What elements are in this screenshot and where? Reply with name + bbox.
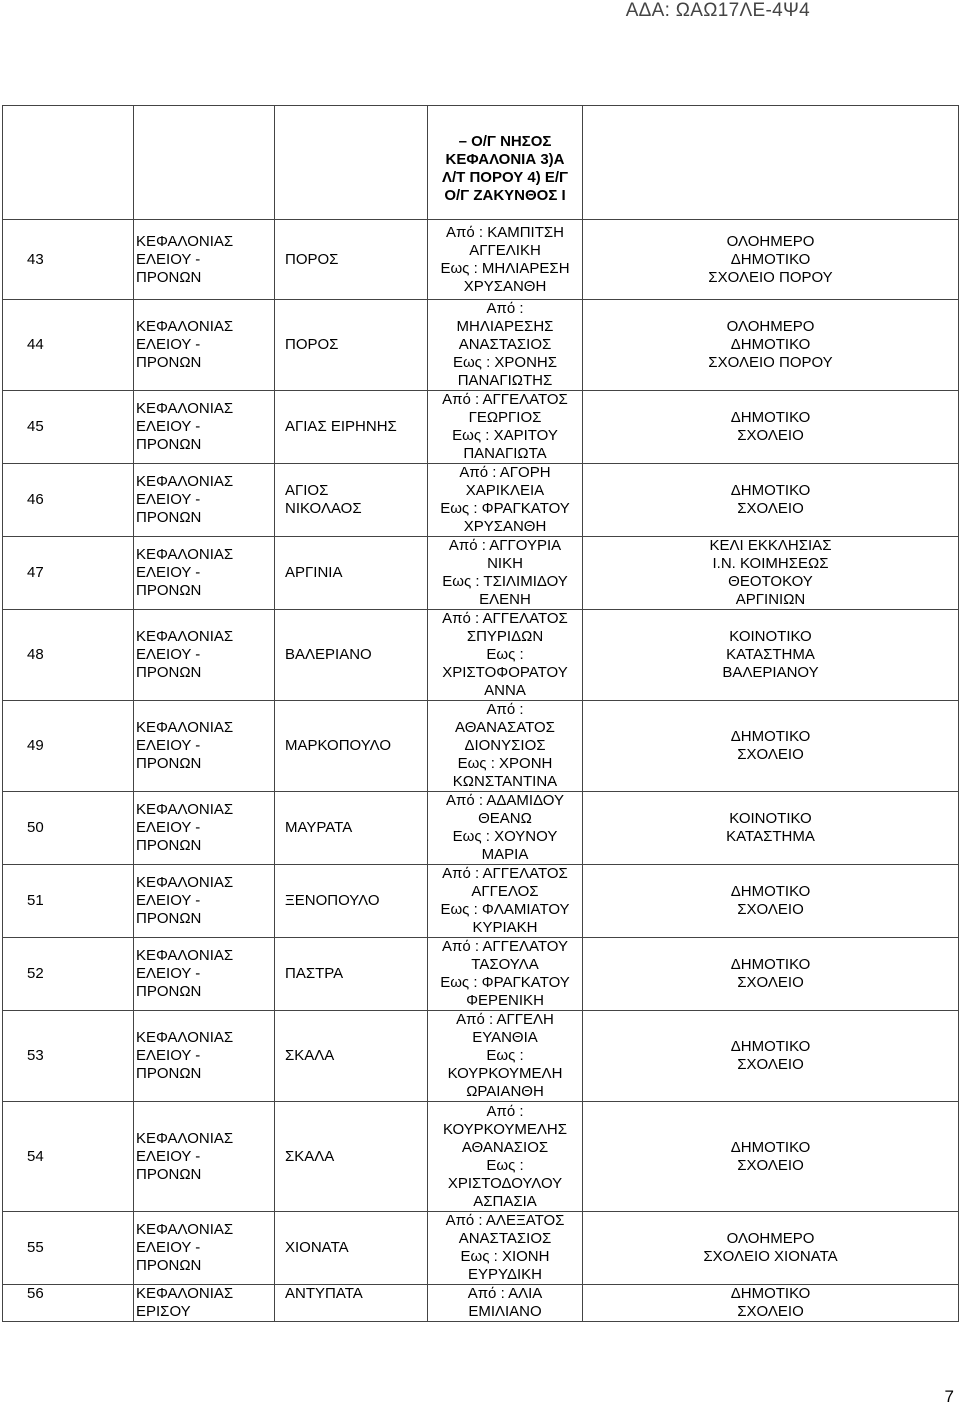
polling-station-cell: ΟΛΟΗΜΕΡΟ ΔΗΜΟΤΙΚΟ ΣΧΟΛΕΙΟ ΠΟΡΟΥ bbox=[583, 300, 959, 391]
table-row bbox=[3, 1285, 959, 1322]
table-header-row bbox=[3, 106, 959, 220]
region-cell: ΚΕΦΑΛΟΝΙΑΣ ΕΛΕΙΟΥ - ΠΡΟΝΩΝ bbox=[134, 1102, 275, 1212]
table-row bbox=[3, 300, 959, 391]
row-number: 44 bbox=[3, 300, 134, 391]
table-row bbox=[3, 1102, 959, 1212]
voter-range-cell: Από : ΜΗΛΙΑΡΕΣΗΣ ΑΝΑΣΤΑΣΙΟΣ Εως : ΧΡΟΝΗΣ ΠΑΝΑΓΙΩΤΗΣ bbox=[428, 300, 583, 391]
region-cell: ΚΕΦΑΛΟΝΙΑΣ ΕΛΕΙΟΥ - ΠΡΟΝΩΝ bbox=[134, 464, 275, 537]
voter-range-cell: Από : ΑΔΑΜΙΔΟΥ ΘΕΑΝΩ Εως : ΧΟΥΝΟΥ ΜΑΡΙΑ bbox=[428, 792, 583, 865]
row-number: 55 bbox=[3, 1212, 134, 1285]
place-cell: ΑΡΓΙΝΙΑ bbox=[275, 537, 428, 610]
row-number: 43 bbox=[3, 220, 134, 300]
place-cell: ΒΑΛΕΡΙΑΝΟ bbox=[275, 610, 428, 701]
place-cell: ΧΙΟΝΑΤΑ bbox=[275, 1212, 428, 1285]
table-row bbox=[3, 537, 959, 610]
place-cell: ΜΑΥΡΑΤΑ bbox=[275, 792, 428, 865]
place-cell: ΠΟΡΟΣ bbox=[275, 220, 428, 300]
voter-range-cell: Από : ΚΑΜΠΙΤΣΗ ΑΓΓΕΛΙΚΗ Εως : ΜΗΛΙΑΡΕΣΗ ΧΡΥΣΑΝΘΗ bbox=[428, 220, 583, 300]
table-row bbox=[3, 464, 959, 537]
region-cell: ΚΕΦΑΛΟΝΙΑΣ ΕΛΕΙΟΥ - ΠΡΟΝΩΝ bbox=[134, 391, 275, 464]
region-cell: ΚΕΦΑΛΟΝΙΑΣ ΕΛΕΙΟΥ - ΠΡΟΝΩΝ bbox=[134, 300, 275, 391]
place-cell: ΑΝΤΥΠΑΤΑ bbox=[275, 1285, 428, 1322]
place-cell: ΣΚΑΛΑ bbox=[275, 1011, 428, 1102]
row-number: 51 bbox=[3, 865, 134, 938]
voter-range-cell: Από : ΑΘΑΝΑΣΑΤΟΣ ΔΙΟΝΥΣΙΟΣ Εως : ΧΡΟΝΗ ΚΩΝΣΤΑΝΤΙΝΑ bbox=[428, 701, 583, 792]
header-ferry-text: – Ο/Γ ΝΗΣΟΣ ΚΕΦΑΛΟΝΙΑ 3)Α Λ/Τ ΠΟΡΟΥ 4) Ε/Γ Ο/Γ ΖΑΚΥΝΘΟΣ Ι bbox=[428, 106, 583, 220]
table-row bbox=[3, 792, 959, 865]
table-row bbox=[3, 938, 959, 1011]
table-row bbox=[3, 865, 959, 938]
polling-station-cell: ΟΛΟΗΜΕΡΟ ΔΗΜΟΤΙΚΟ ΣΧΟΛΕΙΟ ΠΟΡΟΥ bbox=[583, 220, 959, 300]
row-number: 52 bbox=[3, 938, 134, 1011]
row-number: 46 bbox=[3, 464, 134, 537]
polling-station-cell: ΟΛΟΗΜΕΡΟ ΣΧΟΛΕΙΟ ΧΙΟΝΑΤΑ bbox=[583, 1212, 959, 1285]
voter-range-cell: Από : ΑΓΓΕΛΑΤΟΣ ΑΓΓΕΛΟΣ Εως : ΦΛΑΜΙΑΤΟΥ ΚΥΡΙΑΚΗ bbox=[428, 865, 583, 938]
polling-station-cell: ΔΗΜΟΤΙΚΟ ΣΧΟΛΕΙΟ bbox=[583, 938, 959, 1011]
document-ada-code: ΑΔΑ: ΩΑΩ17ΛΕ-4Ψ4 bbox=[625, 0, 810, 21]
page-number: 7 bbox=[944, 1387, 954, 1406]
region-cell: ΚΕΦΑΛΟΝΙΑΣ ΕΛΕΙΟΥ - ΠΡΟΝΩΝ bbox=[134, 1011, 275, 1102]
table-row bbox=[3, 610, 959, 701]
polling-stations-table bbox=[2, 105, 959, 1322]
header-cell-place bbox=[275, 106, 428, 220]
voter-range-cell: Από : ΑΓΓΕΛΗ ΕΥΑΝΘΙΑ Εως : ΚΟΥΡΚΟΥΜΕΛΗ ΩΡΑΙΑΝΘΗ bbox=[428, 1011, 583, 1102]
header-cell-school bbox=[583, 106, 959, 220]
region-cell: ΚΕΦΑΛΟΝΙΑΣ ΕΛΕΙΟΥ - ΠΡΟΝΩΝ bbox=[134, 220, 275, 300]
voter-range-cell: Από : ΑΓΓΕΛΑΤΟΣ ΓΕΩΡΓΙΟΣ Εως : ΧΑΡΙΤΟΥ ΠΑΝΑΓΙΩΤΑ bbox=[428, 391, 583, 464]
region-cell: ΚΕΦΑΛΟΝΙΑΣ ΕΛΕΙΟΥ - ΠΡΟΝΩΝ bbox=[134, 1212, 275, 1285]
row-number: 54 bbox=[3, 1102, 134, 1212]
region-cell: ΚΕΦΑΛΟΝΙΑΣ ΕΛΕΙΟΥ - ΠΡΟΝΩΝ bbox=[134, 792, 275, 865]
table-row bbox=[3, 220, 959, 300]
region-cell: ΚΕΦΑΛΟΝΙΑΣ ΕΛΕΙΟΥ - ΠΡΟΝΩΝ bbox=[134, 537, 275, 610]
polling-station-cell: ΔΗΜΟΤΙΚΟ ΣΧΟΛΕΙΟ bbox=[583, 464, 959, 537]
polling-station-cell: ΔΗΜΟΤΙΚΟ ΣΧΟΛΕΙΟ bbox=[583, 391, 959, 464]
polling-station-cell: ΔΗΜΟΤΙΚΟ ΣΧΟΛΕΙΟ bbox=[583, 865, 959, 938]
place-cell: ΠΑΣΤΡΑ bbox=[275, 938, 428, 1011]
voter-range-cell: Από : ΚΟΥΡΚΟΥΜΕΛΗΣ ΑΘΑΝΑΣΙΟΣ Εως : ΧΡΙΣΤΟΔΟΥΛΟΥ ΑΣΠΑΣΙΑ bbox=[428, 1102, 583, 1212]
row-number: 48 bbox=[3, 610, 134, 701]
table-row bbox=[3, 1011, 959, 1102]
polling-station-cell: ΚΟΙΝΟΤΙΚΟ ΚΑΤΑΣΤΗΜΑ ΒΑΛΕΡΙΑΝΟΥ bbox=[583, 610, 959, 701]
place-cell: ΑΓΙΟΣ ΝΙΚΟΛΑΟΣ bbox=[275, 464, 428, 537]
region-cell: ΚΕΦΑΛΟΝΙΑΣ ΕΛΕΙΟΥ - ΠΡΟΝΩΝ bbox=[134, 938, 275, 1011]
place-cell: ΠΟΡΟΣ bbox=[275, 300, 428, 391]
table-row bbox=[3, 701, 959, 792]
polling-station-cell: ΚΕΛΙ ΕΚΚΛΗΣΙΑΣ Ι.Ν. ΚΟΙΜΗΣΕΩΣ ΘΕΟΤΟΚΟΥ ΑΡΓΙΝΙΩΝ bbox=[583, 537, 959, 610]
region-cell: ΚΕΦΑΛΟΝΙΑΣ ΕΛΕΙΟΥ - ΠΡΟΝΩΝ bbox=[134, 865, 275, 938]
polling-station-cell: ΚΟΙΝΟΤΙΚΟ ΚΑΤΑΣΤΗΜΑ bbox=[583, 792, 959, 865]
voter-range-cell: Από : ΑΓΓΕΛΑΤΟΥ ΤΑΣΟΥΛΑ Εως : ΦΡΑΓΚΑΤΟΥ ΦΕΡΕΝΙΚΗ bbox=[428, 938, 583, 1011]
row-number: 49 bbox=[3, 701, 134, 792]
voter-range-cell: Από : ΑΛΕΞΑΤΟΣ ΑΝΑΣΤΑΣΙΟΣ Εως : ΧΙΟΝΗ ΕΥΡΥΔΙΚΗ bbox=[428, 1212, 583, 1285]
table-row bbox=[3, 391, 959, 464]
polling-station-cell: ΔΗΜΟΤΙΚΟ ΣΧΟΛΕΙΟ bbox=[583, 1102, 959, 1212]
voter-range-cell: Από : ΑΓΓΕΛΑΤΟΣ ΣΠΥΡΙΔΩΝ Εως : ΧΡΙΣΤΟΦΟΡΑΤΟΥ ΑΝΝΑ bbox=[428, 610, 583, 701]
place-cell: ΣΚΑΛΑ bbox=[275, 1102, 428, 1212]
row-number: 47 bbox=[3, 537, 134, 610]
polling-station-cell: ΔΗΜΟΤΙΚΟ ΣΧΟΛΕΙΟ bbox=[583, 1285, 959, 1322]
header-cell-num bbox=[3, 106, 134, 220]
polling-station-cell: ΔΗΜΟΤΙΚΟ ΣΧΟΛΕΙΟ bbox=[583, 701, 959, 792]
place-cell: ΑΓΙΑΣ ΕΙΡΗΝΗΣ bbox=[275, 391, 428, 464]
region-cell: ΚΕΦΑΛΟΝΙΑΣ ΕΛΕΙΟΥ - ΠΡΟΝΩΝ bbox=[134, 701, 275, 792]
place-cell: ΜΑΡΚΟΠΟΥΛΟ bbox=[275, 701, 428, 792]
voter-range-cell: Από : ΑΓΓΟΥΡΙΑ ΝΙΚΗ Εως : ΤΣΙΛΙΜΙΔΟΥ ΕΛΕΝΗ bbox=[428, 537, 583, 610]
region-cell: ΚΕΦΑΛΟΝΙΑΣ ΕΛΕΙΟΥ - ΠΡΟΝΩΝ bbox=[134, 610, 275, 701]
voter-range-cell: Από : ΑΛΙΑ ΕΜΙΛΙΑΝΟ bbox=[428, 1285, 583, 1322]
row-number: 45 bbox=[3, 391, 134, 464]
voter-range-cell: Από : ΑΓΟΡΗ ΧΑΡΙΚΛΕΙΑ Εως : ΦΡΑΓΚΑΤΟΥ ΧΡΥΣΑΝΘΗ bbox=[428, 464, 583, 537]
polling-station-cell: ΔΗΜΟΤΙΚΟ ΣΧΟΛΕΙΟ bbox=[583, 1011, 959, 1102]
table-row bbox=[3, 1212, 959, 1285]
region-cell: ΚΕΦΑΛΟΝΙΑΣ ΕΡΙΣΟΥ bbox=[134, 1285, 275, 1322]
row-number: 50 bbox=[3, 792, 134, 865]
place-cell: ΞΕΝΟΠΟΥΛΟ bbox=[275, 865, 428, 938]
header-cell-region bbox=[134, 106, 275, 220]
row-number: 53 bbox=[3, 1011, 134, 1102]
row-number: 56 bbox=[3, 1285, 134, 1322]
